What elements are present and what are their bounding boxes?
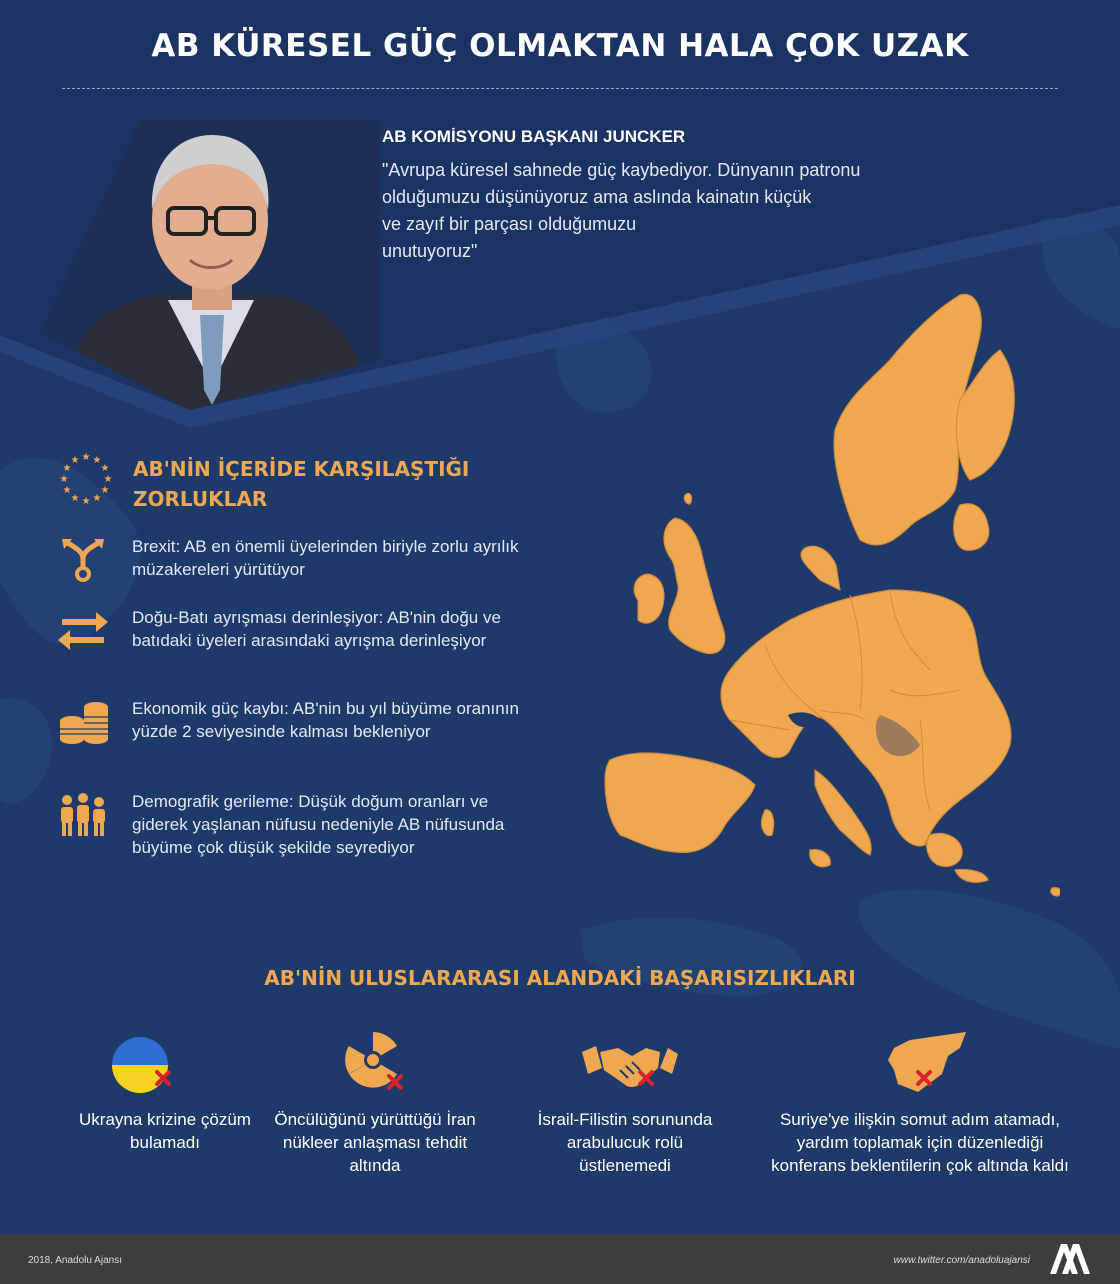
ukraine-flag-icon xyxy=(105,1030,205,1100)
svg-text:★: ★ xyxy=(70,493,80,504)
svg-text:★: ★ xyxy=(100,463,110,474)
handshake-icon xyxy=(580,1030,680,1100)
svg-text:★: ★ xyxy=(81,452,91,463)
svg-text:★: ★ xyxy=(62,485,72,496)
challenge-text: Brexit: AB en önemli üyelerinden biriyle zorlu ayrılık müzakereleri yürütüyor xyxy=(132,537,519,579)
footer xyxy=(0,1234,1120,1284)
twitter-link[interactable]: www.twitter.com/anadoluajansi xyxy=(893,1255,1030,1266)
failure-text: Öncülüğünü yürüttüğü İran nükleer anlaşması tehdit altında xyxy=(274,1110,476,1175)
challenge-item xyxy=(56,790,526,882)
quote-speaker: AB KOMİSYONU BAŞKANI JUNCKER xyxy=(382,127,686,146)
aa-logo xyxy=(1048,1242,1092,1276)
challenge-item xyxy=(56,535,526,585)
svg-text:★: ★ xyxy=(62,463,72,474)
split-arrow-icon xyxy=(56,537,110,583)
challenge-item xyxy=(56,606,526,676)
title-divider xyxy=(62,88,1058,89)
svg-text:★: ★ xyxy=(103,474,113,485)
international-failures-heading: AB'NİN ULUSLARARASI ALANDAKİ BAŞARISIZLIKLARI xyxy=(264,966,856,990)
failure-text: Suriye'ye ilişkin somut adım atamadı, yardım toplamak için düzenlediği konferans beklentilerin çok altında kaldı xyxy=(771,1110,1069,1175)
eu-map xyxy=(590,290,1060,910)
failure-text: İsrail-Filistin sorununda arabulucuk rolü üstlenemedi xyxy=(537,1110,713,1175)
nuclear-icon xyxy=(335,1030,435,1100)
eu-stars-icon xyxy=(56,452,116,512)
syria-map-icon xyxy=(880,1030,980,1100)
svg-text:★: ★ xyxy=(59,474,69,485)
people-icon xyxy=(56,792,110,838)
juncker-portrait xyxy=(40,120,380,410)
exchange-arrows-icon xyxy=(56,608,110,654)
challenge-text: Ekonomik güç kaybı: AB'nin bu yıl büyüme oranının yüzde 2 seviyesinde kalması bekleniyor xyxy=(132,699,519,741)
svg-text:★: ★ xyxy=(81,496,91,507)
failure-text: Ukrayna krizine çözüm bulamadı xyxy=(79,1110,251,1152)
coins-icon xyxy=(56,699,110,745)
copyright-text: 2018, Anadolu Ajansı xyxy=(28,1255,122,1266)
quote-text: "Avrupa küresel sahnede güç kaybediyor. Dünyanın patronu olduğumuzu düşünüyoruz ama aslında kainatın küçük ve zayıf bir parçası olduğumuzu unutuyoruz" xyxy=(382,160,861,261)
svg-text:★: ★ xyxy=(100,485,110,496)
page-title: AB KÜRESEL GÜÇ OLMAKTAN HALA ÇOK UZAK xyxy=(151,28,969,64)
svg-text:★: ★ xyxy=(92,455,102,466)
challenge-text: Doğu-Batı ayrışması derinleşiyor: AB'nin doğu ve batıdaki üyeleri arasındaki ayrışma derinleşiyor xyxy=(132,608,501,650)
challenge-text: Demografik gerileme: Düşük doğum oranları ve giderek yaşlanan nüfusu nedeniyle AB nüfusunda büyüme çok düşük şekilde seyrediyor xyxy=(132,792,505,857)
challenge-item xyxy=(56,697,526,767)
internal-challenges-heading: AB'NİN İÇERİDE KARŞILAŞTIĞI ZORLUKLAR xyxy=(133,457,470,511)
svg-text:★: ★ xyxy=(70,455,80,466)
svg-text:★: ★ xyxy=(92,493,102,504)
